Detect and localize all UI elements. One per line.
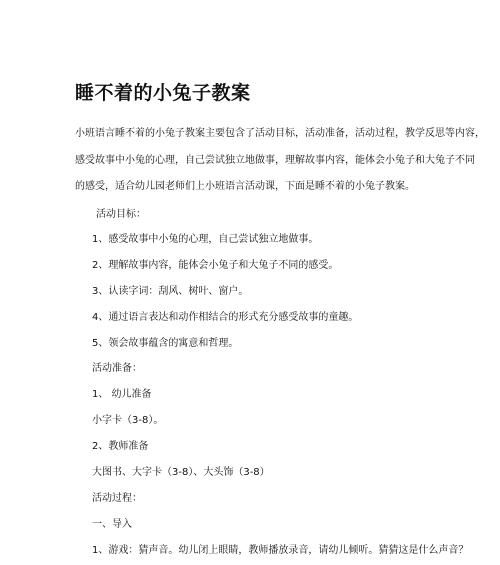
intro-line-2: 感受故事中小兔的心理，自己尝试独立地做事，理解故事内容，能体会小兔子和大兔子不同 xyxy=(75,155,475,166)
prep-heading: 活动准备： xyxy=(92,363,142,374)
intro-line-1: 小班语言睡不着的小兔子教案主要包含了活动目标，活动准备，活动过程，教学反思等内容， xyxy=(75,128,485,139)
goals-heading: 活动目标： xyxy=(96,209,146,220)
document-title: 睡不着的小兔子教案 xyxy=(75,82,251,104)
process-heading: 活动过程： xyxy=(92,493,142,504)
prep-item-3: 2、教师准备 xyxy=(92,441,149,452)
goal-item-2: 2、理解故事内容，能体会小兔子和大兔子不同的感受。 xyxy=(92,260,339,271)
prep-item-2: 小字卡（3-8）。 xyxy=(92,415,164,426)
intro-line-3: 的感受，适合幼儿园老师们上小班语言活动课，下面是睡不着的小兔子教案。 xyxy=(75,181,415,192)
process-item-1: 一、导入 xyxy=(92,519,132,530)
prep-item-1: 1、 幼儿准备 xyxy=(92,389,152,400)
goal-item-3: 3、认读字词：刮风、树叶、窗户。 xyxy=(92,286,249,297)
process-item-2: 1、游戏：猜声音。幼儿闭上眼睛，教师播放录音，请幼儿倾听。猜猜这是什么声音？ xyxy=(92,545,469,556)
prep-item-4: 大图书、大字卡（3-8）、大头饰（3-8） xyxy=(92,467,270,478)
goal-item-5: 5、领会故事蕴含的寓意和哲理。 xyxy=(92,338,239,349)
goal-item-1: 1、感受故事中小兔的心理，自己尝试独立地做事。 xyxy=(92,234,319,245)
goal-item-4: 4、通过语言表达和动作相结合的形式充分感受故事的童趣。 xyxy=(92,312,359,323)
